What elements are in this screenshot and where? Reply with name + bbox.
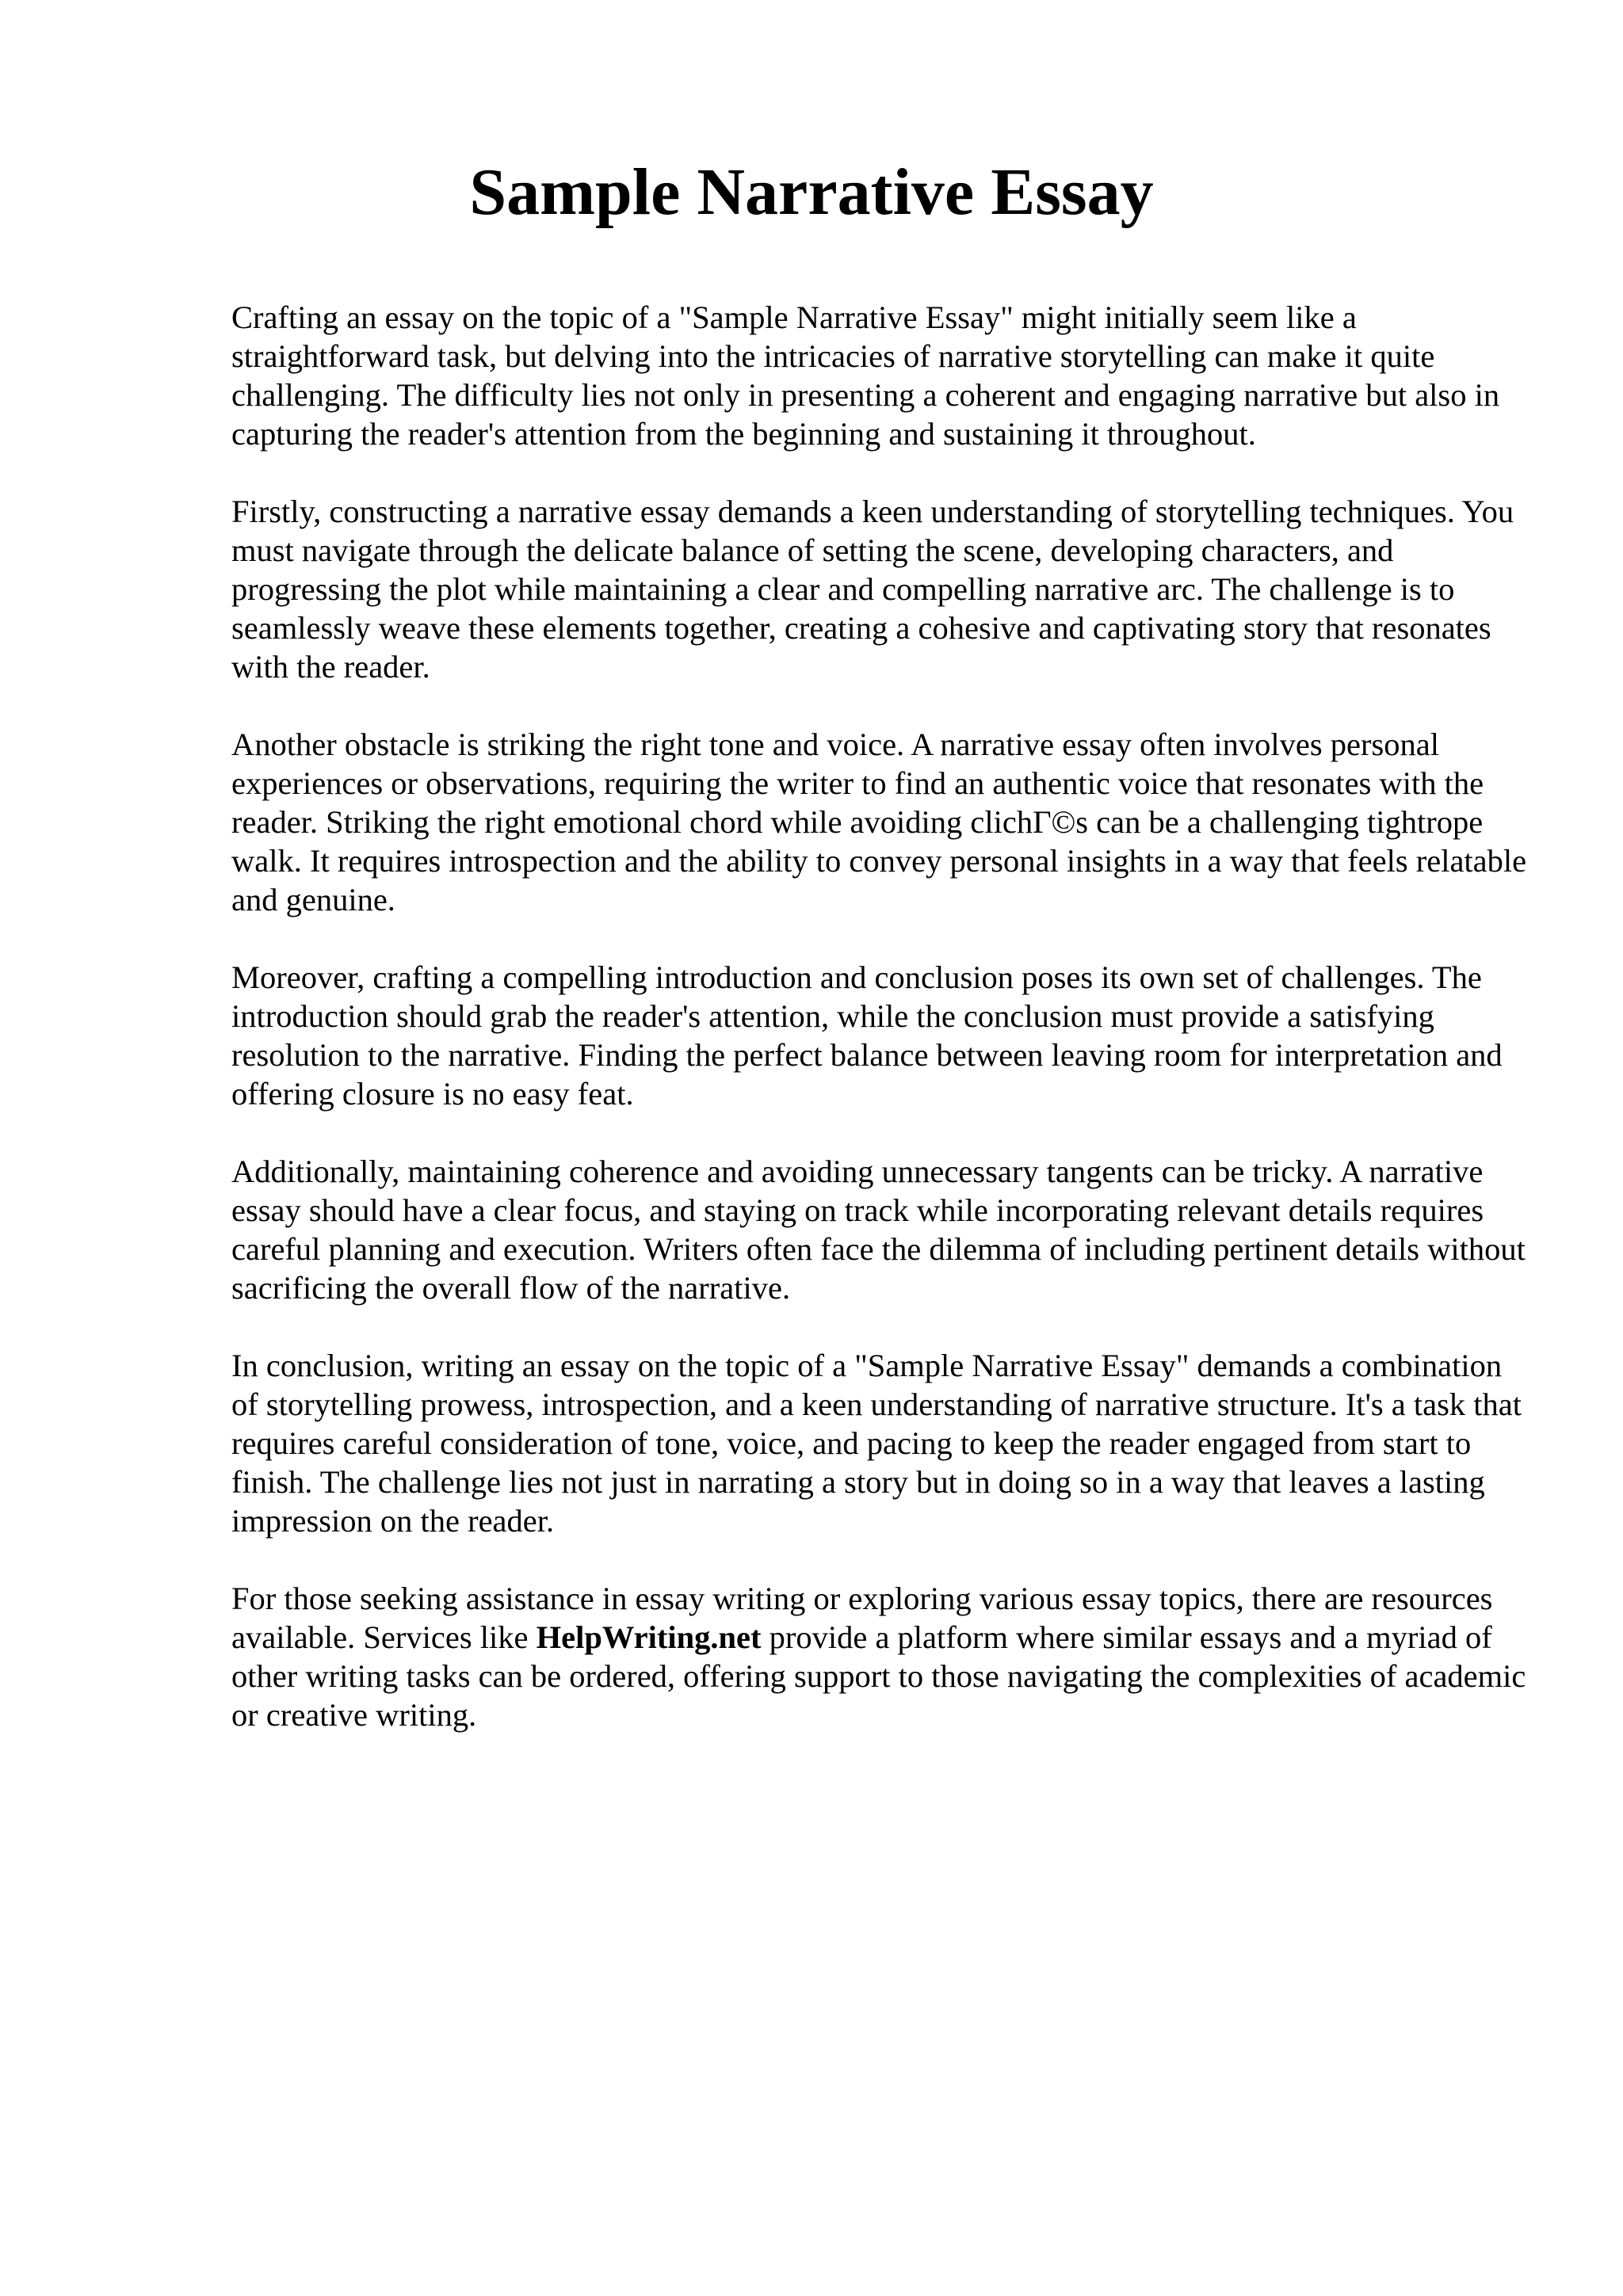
paragraph-coherence: Additionally, maintaining coherence and avoiding unnecessary tangents can be tricky. A narrative essay should have a clear focus, and staying on track while incorporating relevant details requires careful planning and execution. Writers often face the dilemma of including pertinent details without sacrificing the overall flow of the narrative. (231, 1154, 1526, 1306)
closing-text-after: provide a platform where similar essays and a myriad of other writing tasks can be ordered, offering support to those navigating the complexities of academic or creative writing. (231, 1619, 1526, 1733)
paragraph-tone-voice: Another obstacle is striking the right tone and voice. A narrative essay often involves personal experiences or observations, requiring the writer to find an authentic voice that resonates with the reader. Striking the right emotional chord while avoiding clichГ©s can be a challenging tightrope walk. It requires introspection and the ability to convey personal insights in a way that feels relatable and genuine. (231, 727, 1527, 917)
paragraph-intro: Crafting an essay on the topic of a "Sample Narrative Essay" might initially seem like a straightforward task, but delving into the intricacies of narrative storytelling can make it quite challenging. The difficulty lies not only in presenting a coherent and engaging narrative but also in capturing the reader's attention from the beginning and sustaining it throughout. (231, 299, 1500, 452)
helpwriting-brand-text: HelpWriting.net (536, 1619, 762, 1655)
essay-body (231, 298, 1531, 1773)
paragraph-techniques: Firstly, constructing a narrative essay demands a keen understanding of storytelling techniques. You must navigate through the delicate balance of setting the scene, developing characters, and progressing the plot while maintaining a clear and compelling narrative arc. The challenge is to seamlessly weave these elements together, creating a cohesive and captivating story that resonates with the reader. (231, 494, 1514, 685)
paragraph-intro-conclusion: Moreover, crafting a compelling introduction and conclusion poses its own set of challenges. The introduction should grab the reader's attention, while the conclusion must provide a satisfying resolution to the narrative. Finding the perfect balance between leaving room for interpretation and offering closure is no easy feat. (231, 959, 1503, 1112)
page-title: Sample Narrative Essay (469, 155, 1154, 229)
closing-text-before: For those seeking assistance in essay writing or exploring various essay topics, there are resources available. Services like (231, 1581, 1493, 1655)
paragraph-conclusion: In conclusion, writing an essay on the topic of a "Sample Narrative Essay" demands a combination of storytelling prowess, introspection, and a keen understanding of narrative structure. It's a task that requires careful consideration of tone, voice, and pacing to keep the reader engaged from start to finish. The challenge lies not just in narrating a story but in doing so in a way that leaves a lasting impression on the reader. (231, 1348, 1522, 1539)
paragraph-closing (231, 1579, 1531, 1734)
